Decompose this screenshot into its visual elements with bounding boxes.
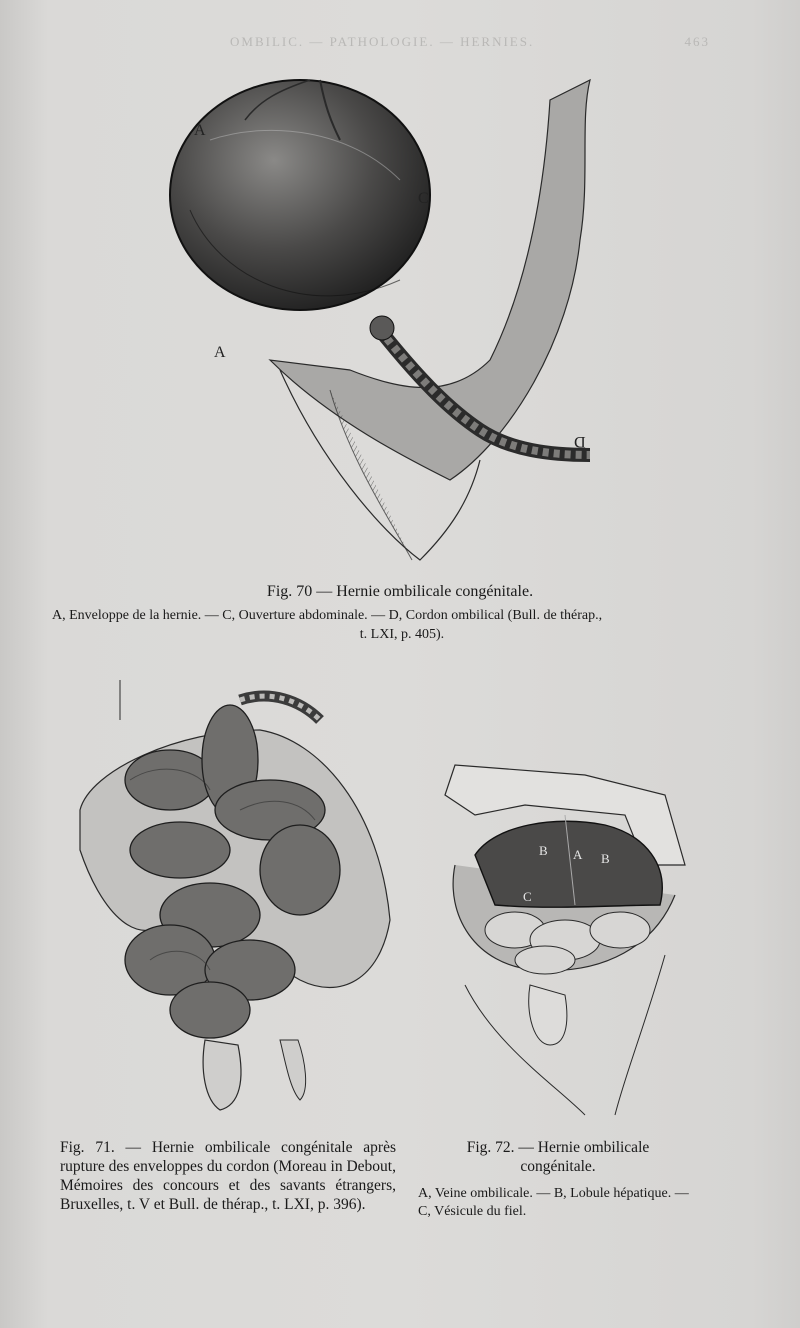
figure-70-label-c: C [418, 190, 429, 207]
figure-72-label-a: A [573, 847, 583, 862]
figure-72-label-b-right: B [601, 851, 610, 866]
figure-72-caption-line1: A, Veine ombilicale. — B, Lobule hépatique. — [418, 1186, 689, 1201]
figure-72-label-c: C [523, 889, 532, 904]
figure-70-label-a-bottom: A [214, 344, 226, 361]
figure-71-caption: Fig. 71. — Hernie ombilicale congénitale après rupture des enveloppes du cordon (Moreau in Debout, Mémoires des concours et des savants étrangers, Bruxelles, t. V et Bull. de thérap., t. LXI, p. 396). [60, 1139, 396, 1213]
figure-71-illustration [60, 660, 400, 1130]
running-head-title: OMBILIC. — PATHOLOGIE. — HERNIES. [230, 34, 535, 49]
figure-72-caption [418, 1185, 748, 1221]
figure-70-illustration [150, 60, 610, 580]
figure-70-caption-line1: A, Enveloppe de la hernie. — C, Ouverture abdominale. — D, Cordon ombilical (Bull. de thérap., [52, 608, 603, 623]
figure-70-label-a-top: A [194, 122, 206, 139]
figure-72-illustration [435, 755, 695, 1125]
figure-70-title: Fig. 70 — Hernie ombilicale congénitale. [266, 583, 534, 600]
figure-70-caption-line2: t. LXI, p. 405). [359, 627, 445, 642]
figure-70-caption [52, 606, 752, 644]
page-number: 463 [684, 34, 710, 49]
figure-70-label-d: D [574, 433, 586, 450]
figure-72-caption-line2: C, Vésicule du fiel. [418, 1204, 527, 1219]
figure-72-title: Fig. 72. — Hernie ombilicale congénitale. [466, 1139, 650, 1175]
figure-72-label-b-left: B [539, 843, 548, 858]
